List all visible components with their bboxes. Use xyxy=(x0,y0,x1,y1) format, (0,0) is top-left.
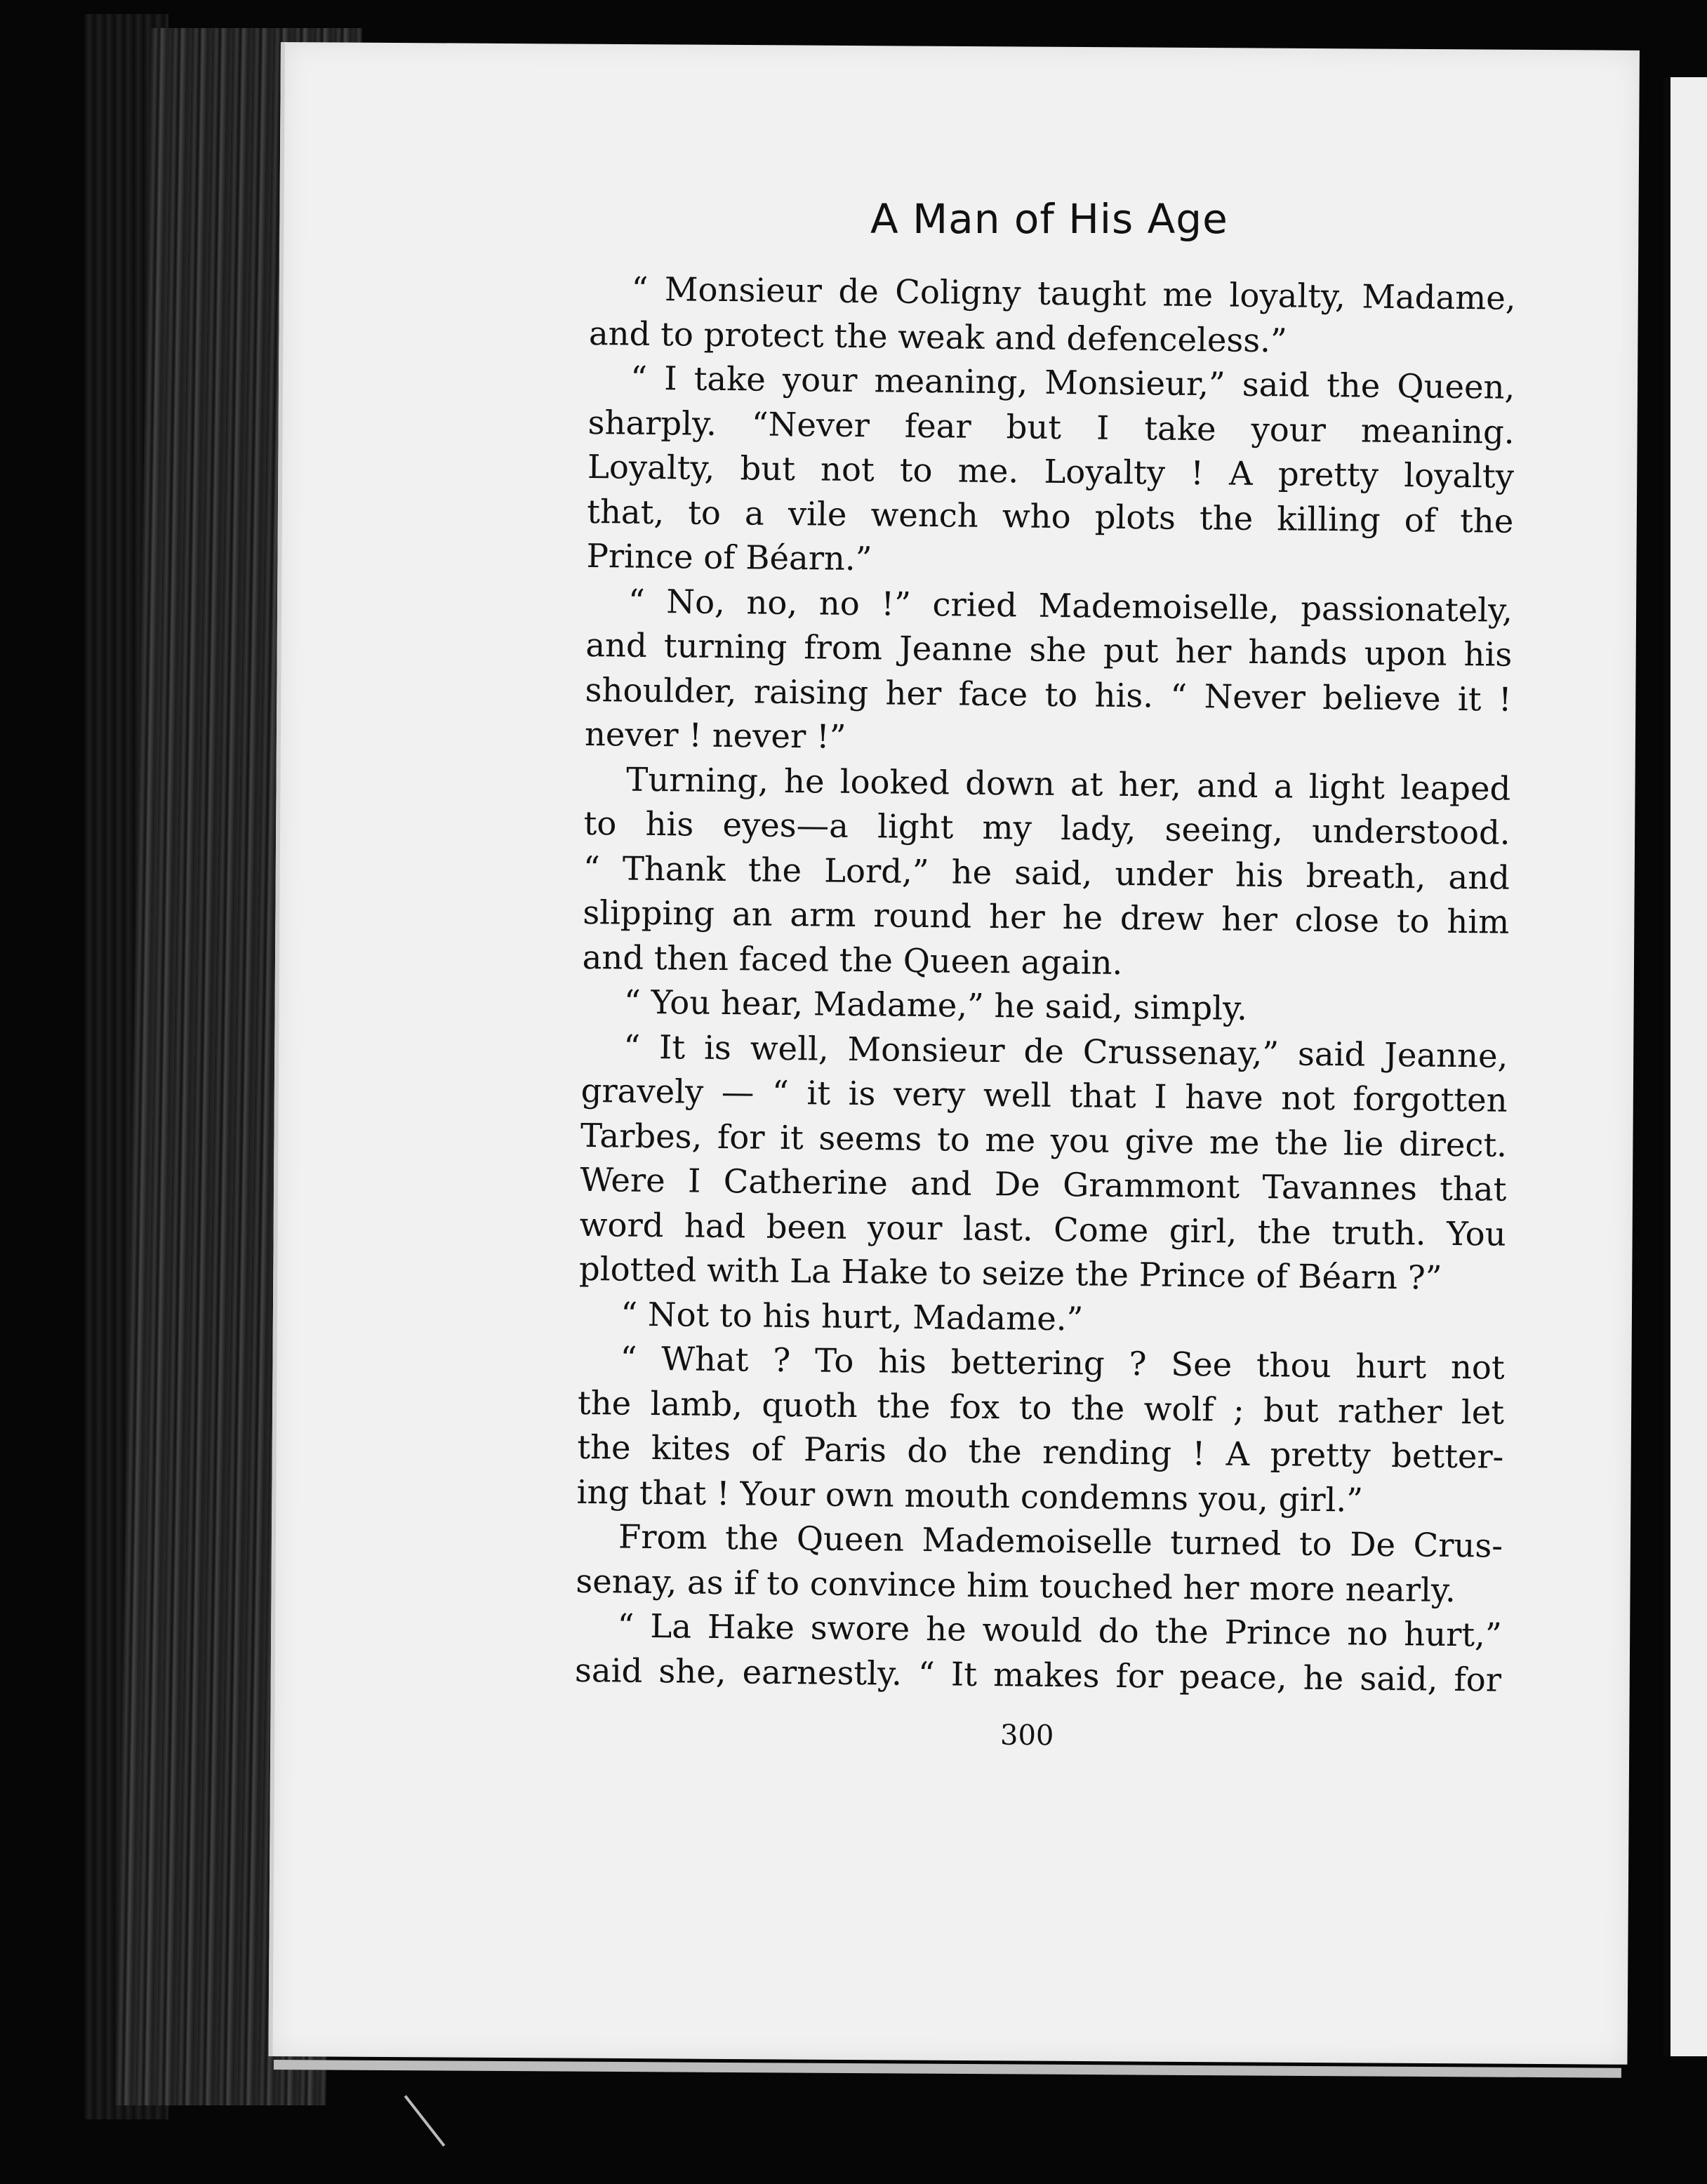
text-line: “ You hear, Madame,” he said, simply. xyxy=(623,983,1248,1027)
running-head: A Man of His Age xyxy=(870,195,1228,243)
text-line: “ Monsieur de Coligny taught me loyalty, Madame, xyxy=(631,269,1516,317)
body-text xyxy=(575,267,1516,1703)
text-line: “ What ? To his bettering ? See thou hurt not xyxy=(620,1339,1505,1387)
text-line: to his eyes—a light my lady, seeing, understood. xyxy=(583,804,1510,852)
text-line: ing that ! Your own mouth condemns you, girl.” xyxy=(576,1472,1364,1519)
text-line: slipping an arm round her he drew her close to him xyxy=(583,893,1510,941)
text-line: word had been your last. Come girl, the truth. You xyxy=(579,1205,1506,1253)
text-line: gravely — “ it is very well that I have not forgotten xyxy=(580,1071,1508,1119)
text-line: and then faced the Queen again. xyxy=(582,938,1123,982)
text-line: senay, as if to convince him touched her more nearly. xyxy=(576,1562,1456,1609)
text-line: Tarbes, for it seems to me you give me the lie direct. xyxy=(580,1116,1508,1164)
text-line: “ Not to his hurt, Madame.” xyxy=(620,1295,1084,1338)
text-line: “ No, no, no !” cried Mademoiselle, passionately, xyxy=(627,582,1513,630)
text-line: Turning, he looked down at her, and a light leaped xyxy=(626,760,1511,808)
text-line: “ Thank the Lord,” he said, under his breath, and xyxy=(583,848,1510,897)
text-line: sharply. “Never fear but I take your meaning. xyxy=(587,403,1515,451)
text-line: From the Queen Mademoiselle turned to De Crus- xyxy=(618,1517,1503,1565)
text-line: and to protect the weak and defenceless.” xyxy=(588,314,1287,359)
scan-artifact-mark xyxy=(404,2095,446,2146)
page-number: 300 xyxy=(999,1719,1054,1752)
text-line: plotted with La Hake to seize the Prince of Béarn ?” xyxy=(578,1249,1442,1297)
text-line: Prince of Béarn.” xyxy=(586,536,872,578)
text-line: “ It is well, Monsieur de Crussenay,” said Jeanne, xyxy=(623,1027,1508,1075)
text-line: shoulder, raising her face to his. “ Never believe it ! xyxy=(585,670,1512,719)
adjacent-page-edge xyxy=(1663,77,1707,2056)
text-line: Were I Catherine and De Grammont Tavannes that xyxy=(580,1160,1507,1208)
text-line: the lamb, quoth the fox to the wolf ; but rather let xyxy=(577,1383,1505,1432)
text-line: said she, earnestly. “ It makes for peace, he said, for xyxy=(574,1651,1502,1699)
text-line: the kites of Paris do the rending ! A pretty better- xyxy=(577,1427,1504,1476)
text-line: Loyalty, but not to me. Loyalty ! A pretty loyalty xyxy=(587,447,1515,495)
text-line: “ La Hake swore he would do the Prince no hurt,” xyxy=(617,1606,1502,1654)
text-line: that, to a vile wench who plots the killing of the xyxy=(587,492,1514,540)
text-line: never ! never !” xyxy=(584,714,846,756)
text-line: and turning from Jeanne she put her hands upon his xyxy=(585,625,1513,674)
text-line: “ I take your meaning, Monsieur,” said the Queen, xyxy=(630,359,1515,406)
